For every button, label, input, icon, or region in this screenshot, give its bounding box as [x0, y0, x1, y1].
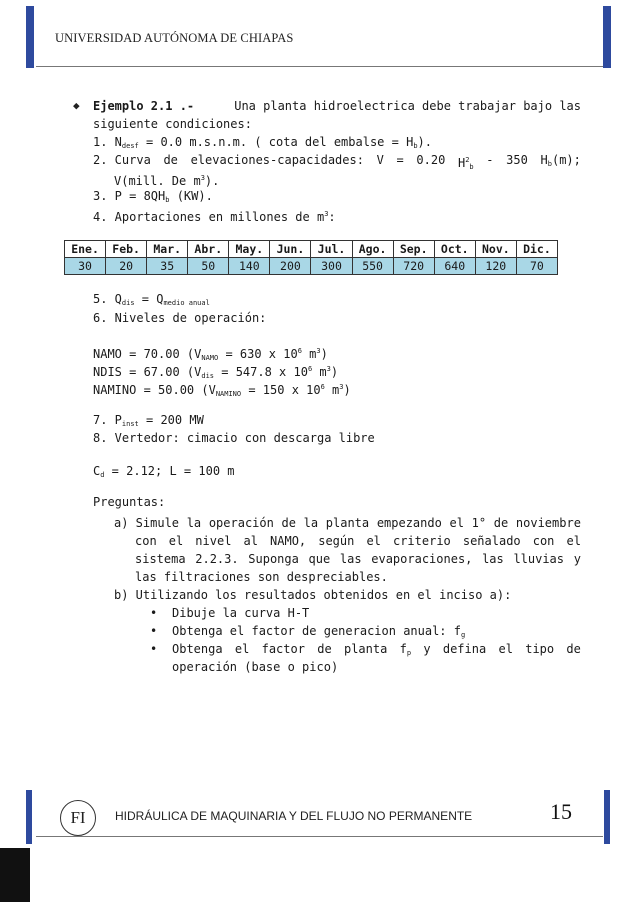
condition-1: 1. $N_{desf} = 0.0$ m.s.n.m. ( cota del embalse = $H_b$). — [93, 135, 432, 150]
condition-3: 3. $P = 8QH_b$ (KW). — [93, 189, 213, 204]
table-cell: 720 — [393, 258, 434, 275]
table-header-cell: Jul. — [311, 241, 352, 258]
word: el — [168, 534, 184, 548]
question-a-line3 — [135, 550, 581, 568]
condition-7: 7. $P_{inst} = 200$ MW — [93, 413, 204, 428]
bullet-icon: • — [150, 642, 158, 656]
page-number: 15 — [550, 799, 572, 824]
word: con — [532, 534, 555, 548]
table-cell: 70 — [516, 258, 557, 275]
word: el — [234, 642, 250, 656]
condition-2-cont: V(mill. De $m^3$). — [114, 174, 220, 188]
table-cell: 50 — [188, 258, 229, 275]
word: las — [482, 552, 504, 566]
table-header-cell: Jun. — [270, 241, 311, 258]
table-header-cell: Mar. — [147, 241, 188, 258]
table-header-cell: Ago. — [352, 241, 393, 258]
word: operación — [208, 516, 274, 530]
ndis-line: NDIS = 67.00 ($V_{dis} = 547.8$ x $10^6$ $m^3$) — [93, 365, 339, 380]
word: la — [303, 516, 319, 530]
example-heading-line — [93, 97, 581, 115]
scan-edge — [0, 848, 30, 902]
table-header-cell: Ene. — [65, 241, 106, 258]
word: el — [366, 534, 381, 548]
word: Suponga — [248, 552, 299, 566]
word: NAMO, — [270, 534, 307, 548]
preguntas-heading: Preguntas: — [93, 495, 166, 509]
word: según — [318, 534, 355, 548]
word: nivel — [195, 534, 232, 548]
header-title: UNIVERSIDAD AUTÓNOMA DE CHIAPAS — [55, 31, 294, 45]
word: de — [281, 516, 296, 530]
question-b-bullet2: Obtenga el factor de generacion anual: $f_g$ — [172, 624, 466, 639]
word: sistema — [135, 552, 186, 566]
question-a-line4: las filtraciones son despreciables. — [135, 570, 388, 584]
header-right-bar — [603, 6, 611, 68]
word: las — [339, 552, 362, 566]
table-cell: 550 — [352, 258, 393, 275]
question-b-line1: b) Utilizando los resultados obtenidos en el inciso a): — [114, 588, 512, 602]
word: con — [135, 534, 157, 548]
word: que — [308, 552, 331, 566]
bullet-icon: • — [150, 624, 158, 638]
condition-2: 2. Curva de elevaciones-capacidades: V = 0.20 $H^2_b$ - 350 $H_b(m)$; — [93, 153, 581, 171]
example-intro: Una planta hidroelectrica debe trabajar bajo las — [234, 99, 581, 113]
word: factor — [261, 642, 305, 656]
word: Obtenga — [172, 642, 223, 656]
word: 1° — [471, 516, 487, 530]
question-b-bullet3-line2: operación (base o pico) — [172, 660, 339, 674]
table-header-row — [65, 241, 558, 258]
question-a-line1 — [114, 514, 581, 532]
word: a) Simule — [114, 516, 180, 530]
word: tipo — [525, 642, 555, 656]
word: y — [423, 642, 431, 656]
word: al — [243, 534, 258, 548]
footer-text: HIDRÁULICA DE MAQUINARIA Y DEL FLUJO NO PERMANENTE — [115, 809, 473, 823]
footer-divider — [36, 836, 603, 837]
table-header-cell: May. — [229, 241, 270, 258]
word: $f_p$ — [399, 642, 412, 657]
word: evaporaciones, — [371, 552, 473, 566]
table-header-cell: Oct. — [434, 241, 475, 258]
cd-line: $C_d = 2.12$; L = 100 m — [93, 464, 235, 479]
table-cell: 30 — [65, 258, 106, 275]
word: el — [566, 534, 581, 548]
question-b-bullet1: Dibuje la curva H-T — [172, 606, 310, 620]
word: la — [186, 516, 202, 530]
table-cell: 120 — [475, 258, 516, 275]
word: el — [498, 642, 513, 656]
table-cell: 35 — [147, 258, 188, 275]
word: el — [449, 516, 464, 530]
table-cell: 640 — [434, 258, 475, 275]
word: de — [493, 516, 509, 530]
header-left-bar — [26, 6, 34, 68]
example-label: Ejemplo 2.1 .- — [93, 99, 195, 113]
aportaciones-table — [64, 240, 558, 275]
condition-5: 5. $Q_{dis} = Q_{medio anual}$ — [93, 292, 210, 307]
table-header-cell: Feb. — [106, 241, 147, 258]
footer-right-bar — [604, 790, 610, 844]
footer-left-bar — [26, 790, 32, 844]
example-intro-line2: siguiente condiciones: — [93, 117, 252, 131]
bullet-icon: • — [150, 606, 158, 620]
header-divider — [36, 66, 603, 67]
table-cell: 300 — [311, 258, 352, 275]
word: empezando — [376, 516, 442, 530]
faculty-logo: FI — [60, 800, 96, 836]
word: y — [573, 552, 581, 566]
table-header-cell: Nov. — [475, 241, 516, 258]
table-header-cell: Dic. — [516, 241, 557, 258]
word: noviembre — [515, 516, 581, 530]
condition-8: 8. Vertedor: cimacio con descarga libre — [93, 431, 375, 445]
diamond-bullet-icon: ◆ — [73, 99, 80, 112]
table-cell: 20 — [106, 258, 147, 275]
namo-line: NAMO = 70.00 ($V_{NAMO} = 630$ x $10^6$ $m^3$) — [93, 347, 328, 362]
word: criterio — [392, 534, 451, 548]
word: planta — [343, 642, 388, 656]
condition-4: 4. Aportaciones en millones de $m^3$: — [93, 210, 336, 224]
word: 2.2.3. — [195, 552, 239, 566]
question-a-line2 — [135, 532, 581, 550]
word: de — [566, 642, 581, 656]
table-cell: 140 — [229, 258, 270, 275]
table-header-cell: Abr. — [188, 241, 229, 258]
namino-line: NAMINO = 50.00 ($V_{NAMINO} = 150$ x $10^6$ $m^3$) — [93, 383, 351, 398]
condition-6: 6. Niveles de operación: — [93, 311, 267, 325]
word: de — [317, 642, 332, 656]
table-header-cell: Sep. — [393, 241, 434, 258]
word: lluvias — [513, 552, 565, 566]
table-cell: 200 — [270, 258, 311, 275]
word: señalado — [462, 534, 521, 548]
word: planta — [325, 516, 370, 530]
word: defina — [442, 642, 487, 656]
table-values-row — [65, 258, 558, 275]
